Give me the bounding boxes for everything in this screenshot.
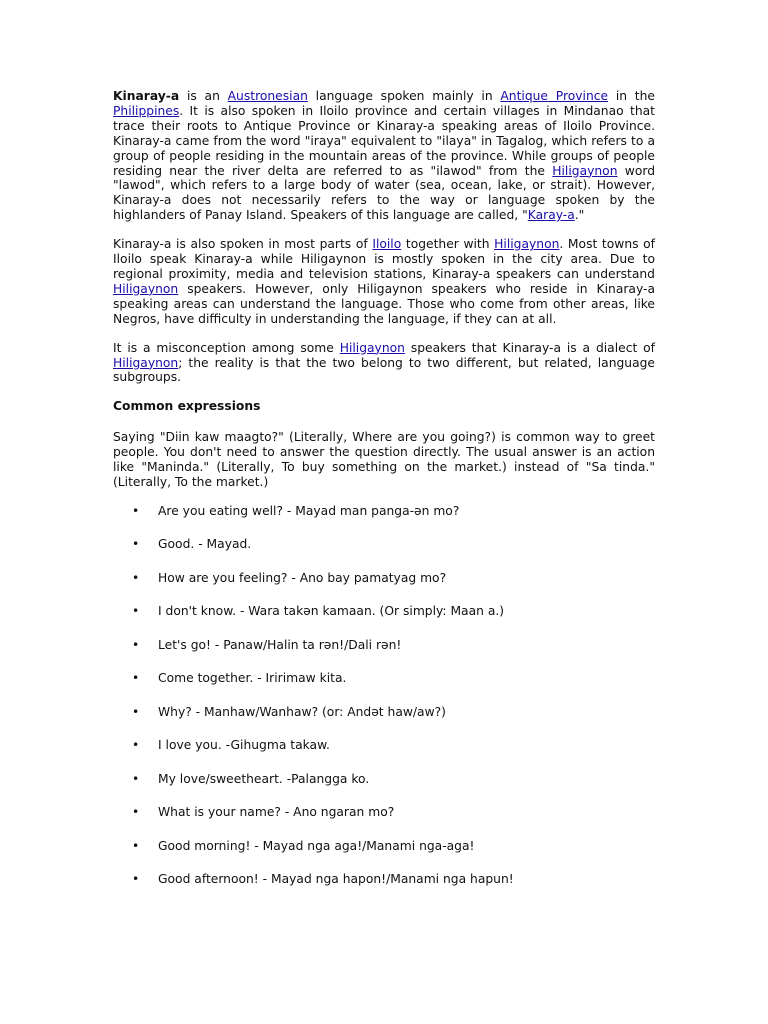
link-antique-province[interactable]: Antique Province	[500, 89, 609, 103]
bullet-icon: •	[132, 771, 140, 786]
article	[113, 89, 655, 906]
text: in the	[608, 89, 655, 103]
list-item	[113, 504, 655, 519]
link-hiligaynon[interactable]: Hiligaynon	[339, 340, 405, 355]
text: Kinaray-a is also spoken in most parts of	[113, 237, 373, 252]
expression-text: Let's go! - Panaw/Halin ta rən!/Dali rən!	[158, 637, 402, 652]
text: ; the reality is that the two belong to two different, but related, language subgroups.	[113, 355, 655, 385]
text: It is a misconception among some	[113, 340, 340, 355]
bullet-icon: •	[132, 604, 140, 619]
list-item	[113, 705, 655, 720]
text: together with	[401, 237, 495, 252]
list-item	[113, 671, 655, 686]
expression-text: Why? - Manhaw/Wanhaw? (or: Andət haw/aw?)	[158, 704, 446, 719]
link-karay-a[interactable]: Karay-a	[527, 208, 575, 223]
expression-text: Good morning! - Mayad nga aga!/Manami nga-aga!	[158, 838, 475, 853]
bullet-icon: •	[132, 671, 140, 686]
list-item	[113, 537, 655, 552]
expression-text: My love/sweetheart. -Palangga ko.	[158, 771, 370, 786]
section-heading: Common expressions	[113, 399, 261, 414]
expression-text: Come together. - Iririmaw kita.	[158, 671, 347, 686]
link-philippines[interactable]: Philippines	[113, 103, 180, 118]
link-hiligaynon[interactable]: Hiligaynon	[494, 237, 560, 252]
bullet-icon: •	[132, 537, 140, 552]
text: . It is also spoken in Iloilo province and certain villages in Mindanao that trace their roots to Antique Province or Kinaray-a speaking areas of Iloilo Province. Kinaray-a came from the word "iraya" equivalent to "ilaya" in Tagalog, which refers to a group of people residing in the mountain areas of the province. While groups of people residing near the river delta are referred to as "ilawod" from the	[113, 103, 655, 178]
expression-text: How are you feeling? - Ano bay pamatyag mo?	[158, 570, 447, 585]
link-austronesian[interactable]: Austronesian	[227, 89, 308, 103]
list-item	[113, 805, 655, 820]
expression-text: Are you eating well? - Mayad man panga-ən mo?	[158, 503, 460, 518]
intro-paragraph	[113, 89, 655, 223]
expression-text: What is your name? - Ano ngaran mo?	[158, 805, 395, 820]
list-item	[113, 604, 655, 619]
list-item	[113, 738, 655, 753]
text: language spoken mainly in	[307, 89, 501, 103]
expression-text: I love you. -Gihugma takaw.	[158, 738, 330, 753]
link-hiligaynon[interactable]: Hiligaynon	[113, 355, 179, 370]
misconception-paragraph	[113, 341, 655, 386]
bullet-icon: •	[132, 570, 140, 585]
list-item	[113, 571, 655, 586]
bullet-icon: •	[132, 637, 140, 652]
expressions-list	[113, 504, 655, 887]
text: . Most towns of Iloilo speak Kinaray-a while Hiligaynon is mostly spoken in the city area. Due to regional proximity, media and television stations, Kinaray-a speakers can understand	[113, 237, 655, 281]
bullet-icon: •	[132, 805, 140, 820]
bullet-icon: •	[132, 838, 140, 853]
text: speakers that Kinaray-a is a dialect of	[404, 340, 656, 355]
link-iloilo[interactable]: Iloilo	[372, 237, 402, 252]
list-item	[113, 872, 655, 887]
text: is an	[179, 89, 228, 103]
expression-text: I don't know. - Wara takən kamaan. (Or simply: Maan a.)	[158, 604, 505, 619]
link-hiligaynon[interactable]: Hiligaynon	[552, 163, 618, 178]
bullet-icon: •	[132, 872, 140, 887]
regions-paragraph	[113, 237, 655, 326]
expression-text: Good. - Mayad.	[158, 537, 252, 552]
list-item	[113, 638, 655, 653]
list-item	[113, 772, 655, 787]
list-item	[113, 839, 655, 854]
text: word "lawod", which refers to a large body of water (sea, ocean, lake, or strait). However, Kinaray-a does not necessarily refers to the way or language spoken by the highlanders of Panay Island. Speakers of this language are called, "	[113, 163, 656, 223]
text: speakers. However, only Hiligaynon speakers who reside in Kinaray-a speaking areas can understand the language. Those who come from other areas, like Negros, have difficulty in understanding the language, if they can at all.	[113, 281, 655, 326]
article-subject: Kinaray-a	[113, 89, 180, 103]
bullet-icon: •	[132, 738, 140, 753]
bullet-icon: •	[132, 503, 140, 518]
bullet-icon: •	[132, 704, 140, 719]
expression-text: Good afternoon! - Mayad nga hapon!/Manami nga hapun!	[158, 872, 514, 887]
link-hiligaynon[interactable]: Hiligaynon	[113, 281, 179, 296]
text: ."	[574, 208, 585, 223]
greeting-paragraph: Saying "Diin kaw maagto?" (Literally, Where are you going?) is common way to greet people. You don't need to answer the question directly. The usual answer is an action like "Maninda." (Literally, To buy something on the market.) instead of "Sa tinda." (Literally, To the market.)	[113, 430, 655, 489]
